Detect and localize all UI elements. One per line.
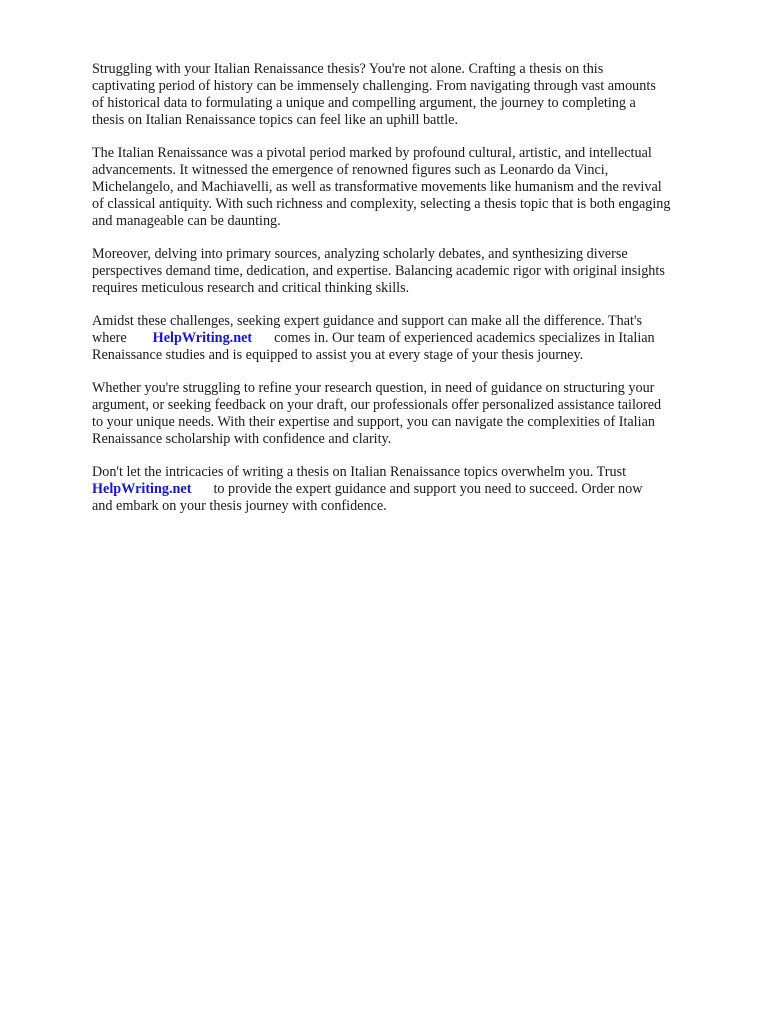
text-line: of classical antiquity. With such richness and complexity, selecting a thesis topic that is both engaging — [92, 196, 671, 212]
text-line: Don't let the intricacies of writing a thesis on Italian Renaissance topics overwhelm you. Trust — [92, 464, 627, 480]
paragraph-call-to-action — [92, 464, 740, 515]
text-fragment: comes in. Our team of experienced academics specializes in Italian — [274, 330, 655, 346]
text-line: Moreover, delving into primary sources, analyzing scholarly debates, and synthesizing diverse — [92, 246, 628, 262]
text-line: argument, or seeking feedback on your draft, our professionals offer personalized assistance tailored — [92, 397, 662, 413]
text-line: Renaissance studies and is equipped to assist you at every stage of your thesis journey. — [92, 347, 584, 363]
text-line-with-link — [92, 481, 740, 498]
text-line: to your unique needs. With their expertise and support, you can navigate the complexities of Italian — [92, 414, 655, 430]
text-line: thesis on Italian Renaissance topics can feel like an uphill battle. — [92, 112, 459, 128]
text-line: requires meticulous research and critical thinking skills. — [92, 280, 410, 296]
document-body — [92, 61, 740, 531]
text-line: perspectives demand time, dedication, and expertise. Balancing academic rigor with original insights — [92, 263, 665, 279]
text-line: Renaissance scholarship with confidence and clarity. — [92, 431, 392, 447]
paragraph-intro — [92, 61, 740, 129]
text-fragment: to provide the expert guidance and support you need to succeed. Order now — [213, 481, 643, 497]
text-line: captivating period of history can be immensely challenging. From navigating through vast amounts — [92, 78, 656, 94]
text-line: and manageable can be daunting. — [92, 213, 281, 229]
paragraph-research — [92, 246, 740, 297]
text-line: Amidst these challenges, seeking expert guidance and support can make all the difference. That's — [92, 313, 643, 329]
text-line: Michelangelo, and Machiavelli, as well as transformative movements like humanism and the revival — [92, 179, 662, 195]
text-line: The Italian Renaissance was a pivotal period marked by profound cultural, artistic, and intellectual — [92, 145, 652, 161]
text-line: and embark on your thesis journey with confidence. — [92, 498, 387, 514]
text-line-with-link — [92, 330, 740, 347]
text-fragment: where — [92, 330, 127, 346]
paragraph-renaissance — [92, 145, 740, 230]
helpwriting-link[interactable]: HelpWriting.net — [152, 330, 253, 346]
text-line: advancements. It witnessed the emergence of renowned figures such as Leonardo da Vinci, — [92, 162, 609, 178]
text-line: of historical data to formulating a unique and compelling argument, the journey to completing a — [92, 95, 636, 111]
paragraph-assistance — [92, 380, 740, 448]
text-line: Struggling with your Italian Renaissance thesis? You're not alone. Crafting a thesis on this — [92, 61, 604, 77]
helpwriting-link[interactable]: HelpWriting.net — [92, 481, 192, 497]
text-line: Whether you're struggling to refine your research question, in need of guidance on structuring your — [92, 380, 655, 396]
paragraph-guidance — [92, 313, 740, 364]
